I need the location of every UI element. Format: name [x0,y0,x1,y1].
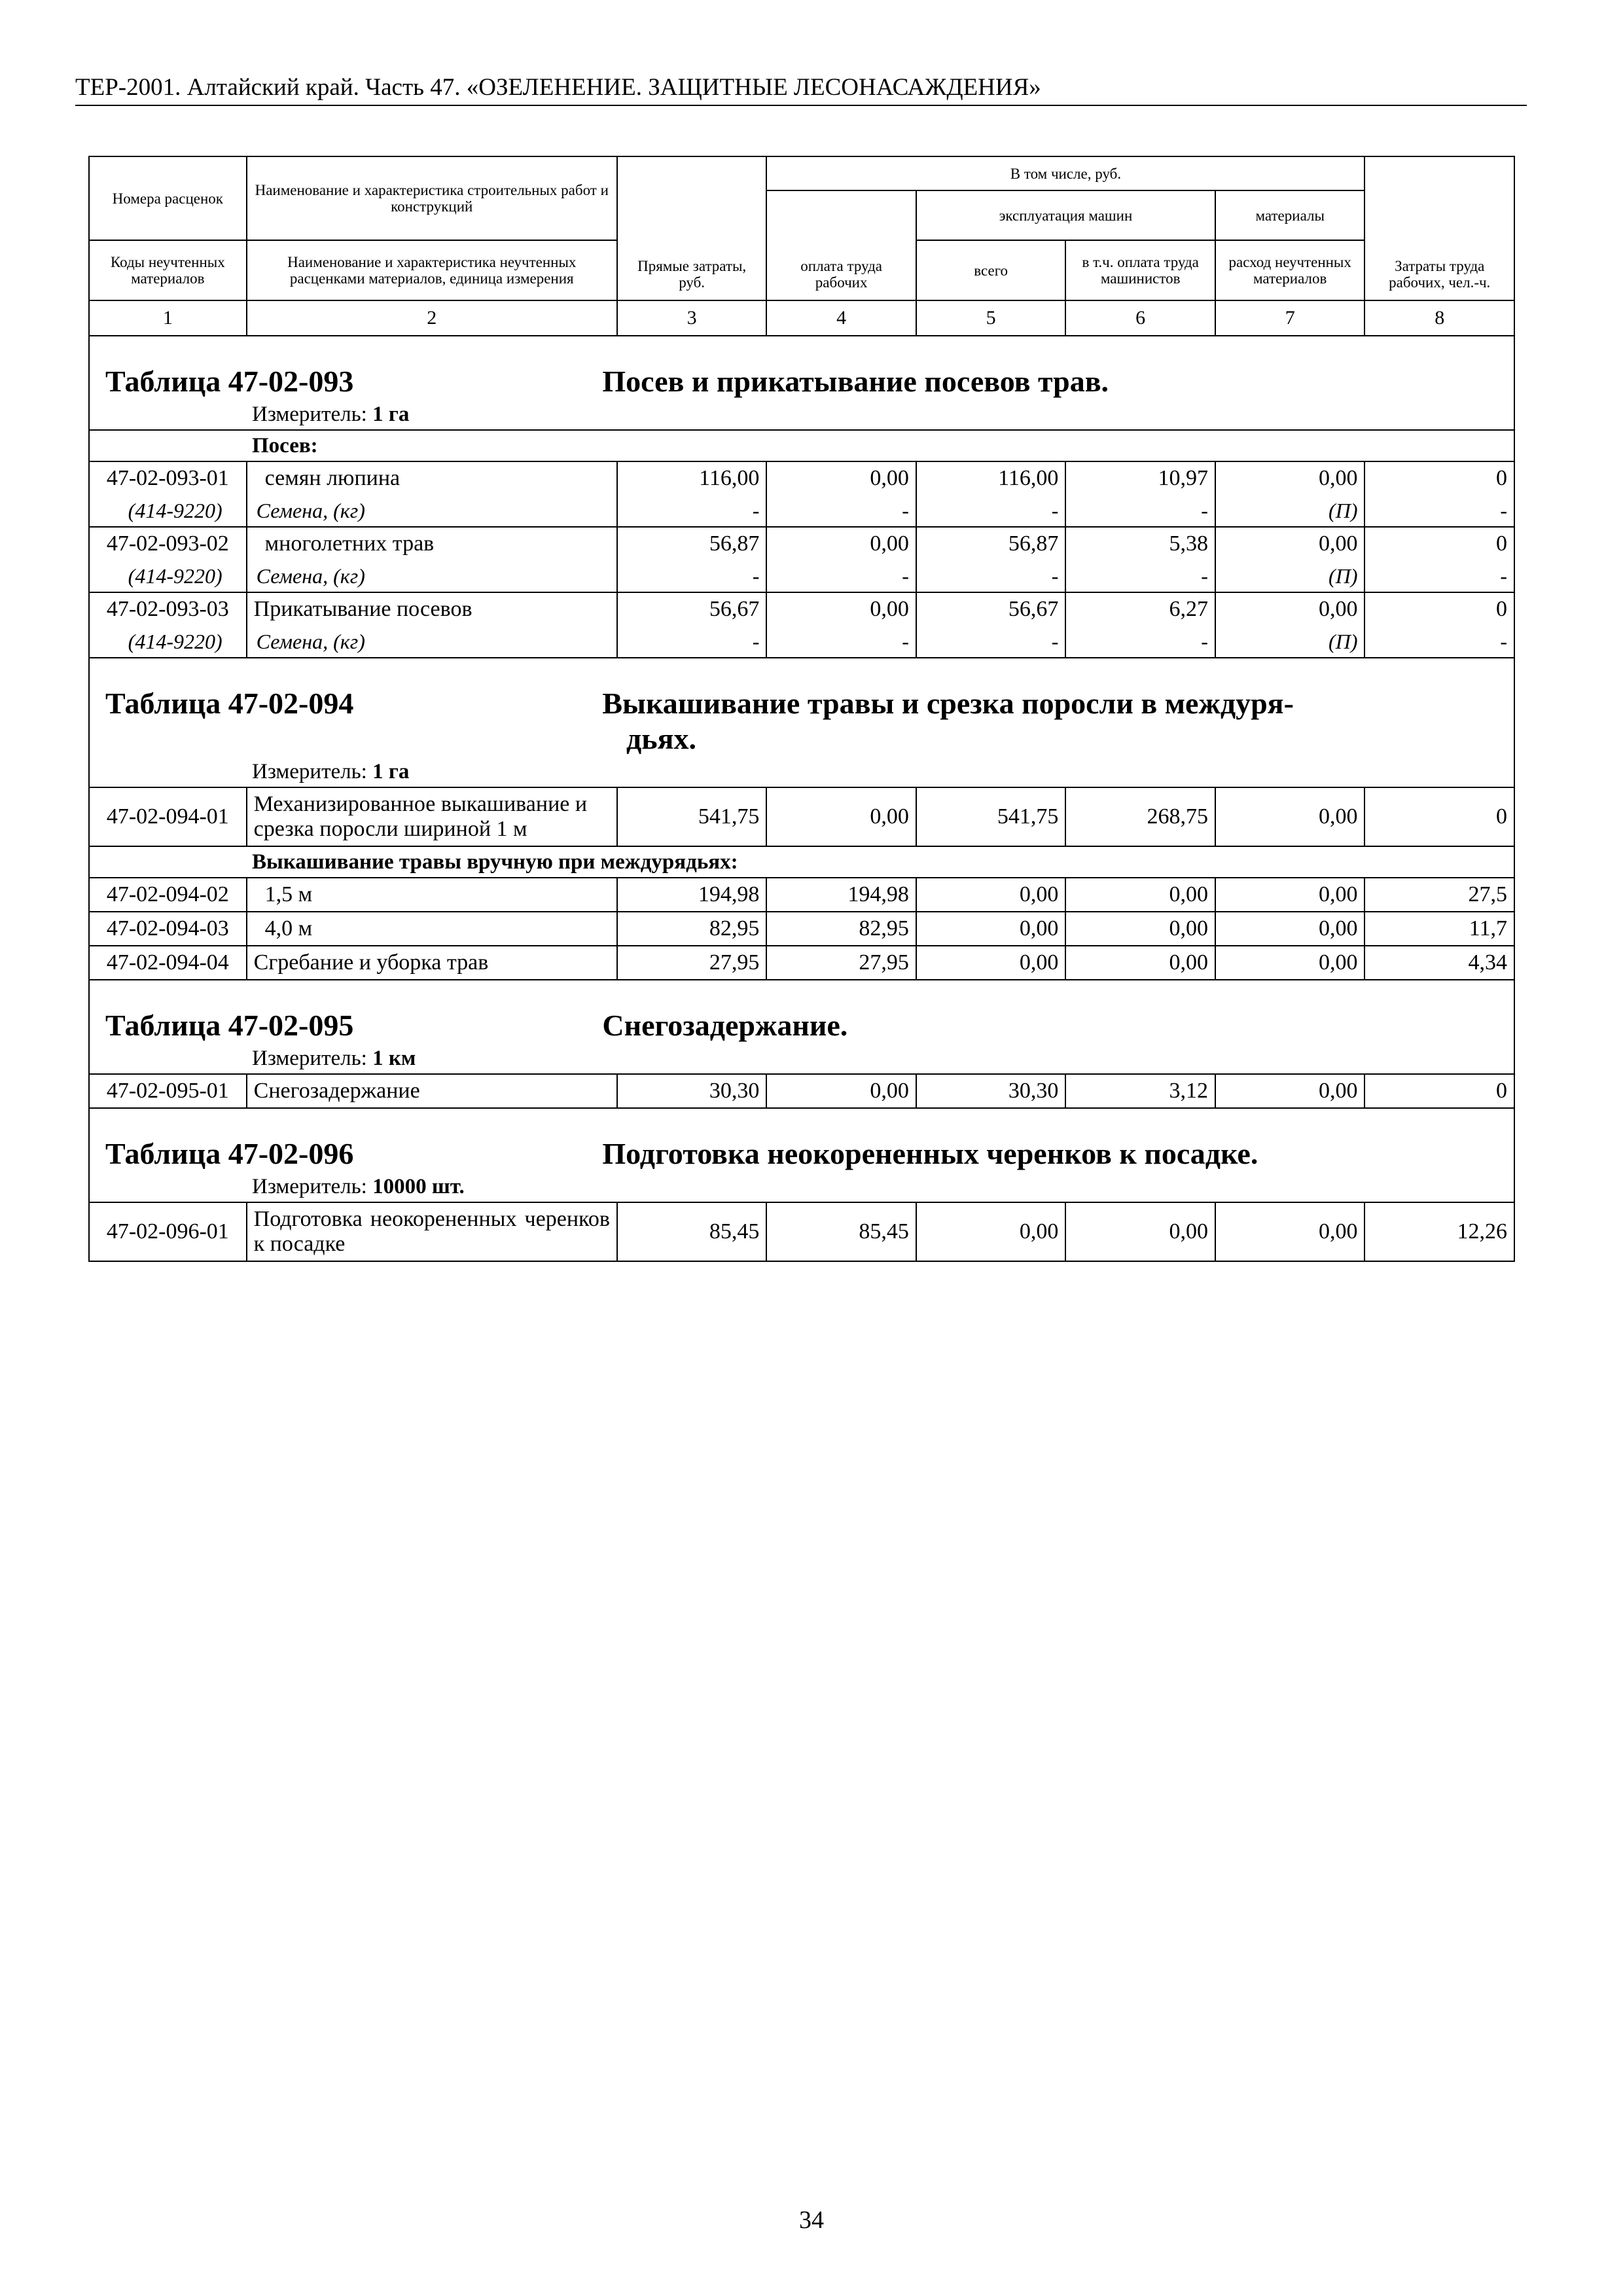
cell-machinists: 0,00 [1065,878,1215,912]
measure-label: Измеритель: [252,760,367,783]
material-row [89,560,1514,592]
cell: - [617,560,767,592]
measure-value: 1 км [372,1047,416,1070]
rate-code: 47-02-094-01 [89,787,247,846]
cell: - [617,495,767,527]
cell: - [1364,495,1514,527]
header-wage: оплата труда рабочих [766,190,916,300]
cell-machines: 56,87 [916,527,1066,560]
cell-machines: 541,75 [916,787,1066,846]
cell-direct: 27,95 [617,946,767,980]
table-title: Выкашивание травы и срезка поросли в междуря- [602,687,1294,720]
cell: - [766,495,916,527]
section-label: Выкашивание травы вручную при междурядьях: [252,850,738,874]
cell-direct: 56,67 [617,592,767,626]
measure-value: 1 га [372,760,410,783]
cell: (П) [1215,626,1365,658]
header-unacc: расход неучтенных материалов [1215,240,1365,300]
header-incl-wage: в т.ч. оплата труда машинистов [1065,240,1215,300]
table-id: Таблица 47-02-093 [105,365,354,398]
header-name: Наименование и характеристика строительных работ и конструкций [247,156,617,240]
cell-machines: 0,00 [916,946,1066,980]
cell-direct: 56,87 [617,527,767,560]
cell-machinists: 0,00 [1065,912,1215,946]
rate-name: семян люпина [247,461,617,495]
cell-machines: 0,00 [916,1202,1066,1261]
cell: - [766,626,916,658]
rate-code: 47-02-093-02 [89,527,247,560]
rate-name: многолетних трав [247,527,617,560]
cell-direct: 116,00 [617,461,767,495]
material-name: Семена, (кг) [247,626,617,658]
rate-name: Сгребание и уборка трав [247,946,617,980]
table-row [89,461,1514,495]
table-row [89,946,1514,980]
header-name2: Наименование и характеристика неучтенных расценками материалов, единица измерения [247,240,617,300]
header-incl: В том числе, руб. [766,156,1364,190]
cell: - [1065,495,1215,527]
page-number: 34 [799,2206,824,2234]
cell-direct: 85,45 [617,1202,767,1261]
page-header: ТЕР-2001. Алтайский край. Часть 47. «ОЗЕЛЕНЕНИЕ. ЗАЩИТНЫЕ ЛЕСОНАСАЖДЕНИЯ» [75,73,1527,106]
material-code: (414-9220) [89,495,247,527]
material-row [89,495,1514,527]
table-row [89,912,1514,946]
cell-materials: 0,00 [1215,1202,1365,1261]
cell-wage: 82,95 [766,912,916,946]
col-num: 5 [916,300,1066,336]
header-total: всего [916,240,1066,300]
table-title-cont: дьях. [89,721,1514,757]
cell-wage: 85,45 [766,1202,916,1261]
cell-machinists: 0,00 [1065,1202,1215,1261]
cell-labor: 27,5 [1364,878,1514,912]
cell-labor: 0 [1364,527,1514,560]
table-row [89,1202,1514,1261]
measure-value: 10000 шт. [372,1175,465,1198]
rate-code: 47-02-094-03 [89,912,247,946]
cell-materials: 0,00 [1215,461,1365,495]
measure-label: Измеритель: [252,403,367,426]
measure-label: Измеритель: [252,1047,367,1070]
table-row [89,1074,1514,1108]
cell-wage: 0,00 [766,461,916,495]
cell-wage: 27,95 [766,946,916,980]
cell-wage: 0,00 [766,1074,916,1108]
cell-wage: 0,00 [766,592,916,626]
material-row [89,626,1514,658]
rate-name: Снегозадержание [247,1074,617,1108]
table-id: Таблица 47-02-096 [105,1137,354,1170]
col-num: 7 [1215,300,1365,336]
rates-table [88,156,1515,1262]
cell-labor: 12,26 [1364,1202,1514,1261]
cell-machines: 0,00 [916,912,1066,946]
table-id: Таблица 47-02-094 [105,687,354,720]
cell-materials: 0,00 [1215,592,1365,626]
cell: - [916,495,1066,527]
rate-code: 47-02-095-01 [89,1074,247,1108]
measure-label: Измеритель: [252,1175,367,1198]
cell-wage: 194,98 [766,878,916,912]
cell-materials: 0,00 [1215,912,1365,946]
cell-materials: 0,00 [1215,787,1365,846]
cell-direct: 82,95 [617,912,767,946]
cell: - [1065,626,1215,658]
cell-wage: 0,00 [766,787,916,846]
rate-code: 47-02-094-02 [89,878,247,912]
col-num: 2 [247,300,617,336]
col-num: 6 [1065,300,1215,336]
material-code: (414-9220) [89,560,247,592]
header-direct: Прямые затраты, руб. [617,156,767,300]
cell-machinists: 5,38 [1065,527,1215,560]
cell-machinists: 6,27 [1065,592,1215,626]
table-row [89,527,1514,560]
cell-labor: 11,7 [1364,912,1514,946]
cell-machines: 30,30 [916,1074,1066,1108]
cell-labor: 0 [1364,1074,1514,1108]
col-num: 4 [766,300,916,336]
header-materials: материалы [1215,190,1365,240]
rate-code: 47-02-096-01 [89,1202,247,1261]
cell-labor: 4,34 [1364,946,1514,980]
rate-code: 47-02-093-01 [89,461,247,495]
cell-materials: 0,00 [1215,946,1365,980]
cell-machinists: 0,00 [1065,946,1215,980]
cell: - [916,626,1066,658]
col-num: 1 [89,300,247,336]
cell: (П) [1215,560,1365,592]
header-machines: эксплуатация машин [916,190,1215,240]
cell-direct: 30,30 [617,1074,767,1108]
measure-value: 1 га [372,403,410,426]
rate-name: 4,0 м [247,912,617,946]
table-row [89,878,1514,912]
rate-name: Прикатывание посевов [247,592,617,626]
cell: - [1065,560,1215,592]
cell: - [1364,560,1514,592]
section-label: Посев: [252,434,318,457]
table-row [89,787,1514,846]
header-codes: Коды неучтенных материалов [89,240,247,300]
cell-machines: 116,00 [916,461,1066,495]
cell: - [766,560,916,592]
cell-materials: 0,00 [1215,527,1365,560]
rate-name: Механизированное выкашивание и срезка поросли шириной 1 м [247,787,617,846]
cell-direct: 194,98 [617,878,767,912]
cell-direct: 541,75 [617,787,767,846]
table-title: Подготовка неокорененных черенков к посадке. [602,1137,1258,1170]
col-num: 8 [1364,300,1514,336]
table-id: Таблица 47-02-095 [105,1009,354,1042]
rate-code: 47-02-094-04 [89,946,247,980]
cell: - [916,560,1066,592]
cell-materials: 0,00 [1215,878,1365,912]
cell-materials: 0,00 [1215,1074,1365,1108]
cell-machinists: 268,75 [1065,787,1215,846]
cell: (П) [1215,495,1365,527]
rate-name: Подготовка неокорененных черенков к посадке [247,1202,617,1261]
header-labor: Затраты труда рабочих, чел.-ч. [1364,156,1514,300]
material-name: Семена, (кг) [247,495,617,527]
cell-labor: 0 [1364,787,1514,846]
table-title: Посев и прикатывание посевов трав. [602,365,1109,398]
header-rates: Номера расценок [89,156,247,240]
rate-code: 47-02-093-03 [89,592,247,626]
cell-labor: 0 [1364,461,1514,495]
col-num: 3 [617,300,767,336]
cell-machinists: 3,12 [1065,1074,1215,1108]
table-row [89,592,1514,626]
cell: - [617,626,767,658]
cell-wage: 0,00 [766,527,916,560]
cell-labor: 0 [1364,592,1514,626]
material-name: Семена, (кг) [247,560,617,592]
cell-machines: 0,00 [916,878,1066,912]
rate-name: 1,5 м [247,878,617,912]
cell-machinists: 10,97 [1065,461,1215,495]
material-code: (414-9220) [89,626,247,658]
cell: - [1364,626,1514,658]
cell-machines: 56,67 [916,592,1066,626]
table-title: Снегозадержание. [602,1009,848,1042]
